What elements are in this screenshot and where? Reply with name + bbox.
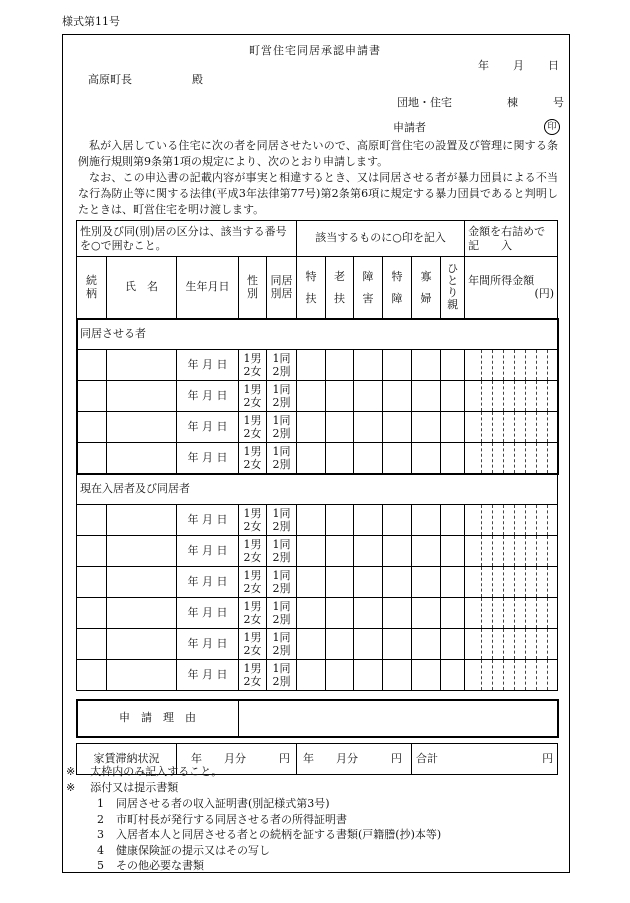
digit-separator — [525, 381, 526, 411]
digit-separator — [547, 381, 548, 411]
flag-check-cell[interactable] — [297, 598, 326, 629]
sex-cell[interactable]: 1男 2女 — [239, 598, 267, 629]
digit-separator — [536, 629, 537, 659]
cohabitation-cell[interactable]: 1同 2別 — [267, 567, 297, 598]
attachment-item: 2 市町村長が発行する同居させる者の所得証明書 — [97, 812, 347, 826]
flag-check-cell[interactable] — [441, 660, 465, 691]
col-flag-special-disability: 特障 — [383, 257, 412, 319]
digit-separator — [514, 567, 515, 597]
digit-separator — [536, 660, 537, 690]
cohabitation-cell[interactable]: 1同 2別 — [267, 660, 297, 691]
table-row — [77, 629, 558, 660]
digit-separator — [547, 505, 548, 535]
flag-check-cell[interactable] — [326, 536, 354, 567]
spacer-row — [77, 737, 558, 744]
digit-separator — [536, 412, 537, 442]
digit-separator — [503, 443, 504, 473]
section-current-residents: 現在入居者及び同居者 — [77, 474, 558, 505]
flag-check-cell[interactable] — [441, 381, 465, 412]
reason-input[interactable] — [239, 700, 558, 737]
birthdate-cell[interactable]: 年 月 日 — [177, 629, 239, 660]
building-label: 棟 — [507, 96, 518, 109]
relation-cell[interactable] — [77, 536, 107, 567]
relation-cell[interactable] — [77, 629, 107, 660]
digit-separator — [481, 505, 482, 535]
digit-separator — [492, 536, 493, 566]
digit-separator — [547, 598, 548, 628]
digit-separator — [492, 629, 493, 659]
flag-check-cell[interactable] — [354, 350, 383, 381]
flag-check-cell[interactable] — [441, 412, 465, 443]
note-1: ※ 太枠内のみ記入すること。 — [66, 765, 223, 778]
name-cell[interactable] — [107, 381, 177, 412]
col-sex: 性別 — [239, 257, 267, 319]
col-flag-widow: 寡婦 — [412, 257, 441, 319]
income-amount-cell[interactable] — [465, 536, 558, 567]
digit-separator — [525, 443, 526, 473]
body-paragraph-1: 私が入居している住宅に次の者を同居させたいので、高原町営住宅の設置及び管理に関する条例施行規則第9条第1項の規定により、次のとおり申請します。 — [78, 139, 558, 168]
sex-cell[interactable]: 1男 2女 — [239, 350, 267, 381]
digit-separator — [536, 443, 537, 473]
arrears-period-2[interactable]: 年 月分 円 — [297, 744, 412, 775]
flag-check-cell[interactable] — [297, 350, 326, 381]
digit-separator — [481, 412, 482, 442]
col-name: 氏 名 — [107, 257, 177, 319]
table-row — [77, 412, 558, 443]
birthdate-cell[interactable]: 年 月 日 — [177, 505, 239, 536]
table-row — [77, 350, 558, 381]
header-check-instruction: 該当するものに○印を記入 — [297, 221, 465, 257]
flag-check-cell[interactable] — [383, 381, 412, 412]
flag-check-cell[interactable] — [412, 660, 441, 691]
income-amount-cell[interactable] — [465, 381, 558, 412]
flag-check-cell[interactable] — [326, 505, 354, 536]
flag-check-cell[interactable] — [441, 443, 465, 474]
flag-check-cell[interactable] — [354, 505, 383, 536]
digit-separator — [503, 660, 504, 690]
name-cell[interactable] — [107, 443, 177, 474]
flag-check-cell[interactable] — [412, 381, 441, 412]
name-cell[interactable] — [107, 660, 177, 691]
flag-check-cell[interactable] — [383, 412, 412, 443]
section-cohabitants: 同居させる者 — [77, 319, 558, 350]
flag-check-cell[interactable] — [441, 536, 465, 567]
flag-check-cell[interactable] — [326, 412, 354, 443]
income-amount-cell[interactable] — [465, 443, 558, 474]
flag-check-cell[interactable] — [297, 412, 326, 443]
sex-cell[interactable]: 1男 2女 — [239, 505, 267, 536]
digit-separator — [525, 660, 526, 690]
reason-row — [77, 700, 558, 737]
relation-cell[interactable] — [77, 412, 107, 443]
relation-cell[interactable] — [77, 567, 107, 598]
cohabitation-cell[interactable]: 1同 2別 — [267, 350, 297, 381]
sex-cell[interactable]: 1男 2女 — [239, 412, 267, 443]
digit-separator — [514, 412, 515, 442]
digit-separator — [536, 350, 537, 380]
flag-check-cell[interactable] — [354, 412, 383, 443]
table-row — [77, 567, 558, 598]
flag-check-cell[interactable] — [326, 660, 354, 691]
digit-separator — [481, 629, 482, 659]
digit-separator — [525, 598, 526, 628]
flag-check-cell[interactable] — [354, 567, 383, 598]
col-flag-roufu: 老扶 — [326, 257, 354, 319]
addressee-honorific: 殿 — [192, 73, 203, 86]
flag-check-cell[interactable] — [326, 381, 354, 412]
flag-check-cell[interactable] — [326, 443, 354, 474]
table-row — [77, 381, 558, 412]
flag-check-cell[interactable] — [383, 443, 412, 474]
name-cell[interactable] — [107, 350, 177, 381]
arrears-period-1[interactable]: 年 月分 円 — [177, 744, 297, 775]
flag-check-cell[interactable] — [412, 505, 441, 536]
housing-estate-label: 団地・住宅 — [397, 96, 452, 109]
flag-check-cell[interactable] — [297, 381, 326, 412]
cohabitation-cell[interactable]: 1同 2別 — [267, 598, 297, 629]
digit-separator — [547, 350, 548, 380]
income-amount-cell[interactable] — [465, 660, 558, 691]
application-table — [76, 220, 558, 775]
flag-check-cell[interactable] — [383, 629, 412, 660]
table-row — [77, 505, 558, 536]
digit-separator — [547, 660, 548, 690]
flag-check-cell[interactable] — [354, 381, 383, 412]
table-row — [77, 660, 558, 691]
flag-check-cell[interactable] — [412, 629, 441, 660]
birthdate-cell[interactable]: 年 月 日 — [177, 381, 239, 412]
applicant-label: 申請者 — [393, 121, 426, 134]
digit-separator — [503, 598, 504, 628]
digit-separator — [514, 660, 515, 690]
digit-separator — [525, 350, 526, 380]
digit-separator — [525, 629, 526, 659]
birthdate-cell[interactable]: 年 月 日 — [177, 598, 239, 629]
flag-check-cell[interactable] — [383, 598, 412, 629]
col-cohabitation: 同居別居 — [267, 257, 297, 319]
date-day-label: 日 — [548, 59, 559, 72]
relation-cell[interactable] — [77, 598, 107, 629]
digit-separator — [492, 505, 493, 535]
digit-separator — [547, 412, 548, 442]
digit-separator — [536, 536, 537, 566]
digit-separator — [547, 629, 548, 659]
col-birthdate: 生年月日 — [177, 257, 239, 319]
arrears-label: 家賃滞納状況 — [77, 744, 177, 775]
relation-cell[interactable] — [77, 443, 107, 474]
flag-check-cell[interactable] — [297, 536, 326, 567]
flag-check-cell[interactable] — [354, 598, 383, 629]
cohabitation-cell[interactable]: 1同 2別 — [267, 629, 297, 660]
name-cell[interactable] — [107, 598, 177, 629]
addressee-name: 高原町長 — [88, 73, 132, 86]
income-amount-cell[interactable] — [465, 598, 558, 629]
flag-check-cell[interactable] — [326, 350, 354, 381]
flag-check-cell[interactable] — [412, 443, 441, 474]
digit-separator — [525, 412, 526, 442]
flag-check-cell[interactable] — [297, 443, 326, 474]
digit-separator — [503, 381, 504, 411]
digit-separator — [492, 350, 493, 380]
name-cell[interactable] — [107, 505, 177, 536]
header-instruction: 性別及び同(別)居の区分は、該当する番号を○で囲むこと。 — [77, 221, 297, 257]
birthdate-cell[interactable]: 年 月 日 — [177, 412, 239, 443]
digit-separator — [492, 598, 493, 628]
digit-separator — [536, 567, 537, 597]
flag-check-cell[interactable] — [383, 350, 412, 381]
flag-check-cell[interactable] — [354, 536, 383, 567]
birthdate-cell[interactable]: 年 月 日 — [177, 443, 239, 474]
flag-check-cell[interactable] — [441, 567, 465, 598]
flag-check-cell[interactable] — [441, 505, 465, 536]
digit-separator — [481, 660, 482, 690]
date-month-label: 月 — [513, 59, 524, 72]
flag-check-cell[interactable] — [297, 629, 326, 660]
income-amount-cell[interactable] — [465, 350, 558, 381]
form-number: 様式第11号 — [62, 15, 120, 28]
flag-check-cell[interactable] — [441, 629, 465, 660]
flag-check-cell[interactable] — [412, 350, 441, 381]
income-amount-cell[interactable] — [465, 505, 558, 536]
digit-separator — [514, 350, 515, 380]
col-annual-income: 年間所得金額 (円) — [465, 257, 558, 319]
digit-separator — [514, 443, 515, 473]
digit-separator — [547, 443, 548, 473]
flag-check-cell[interactable] — [354, 629, 383, 660]
birthdate-cell[interactable]: 年 月 日 — [177, 350, 239, 381]
digit-separator — [492, 412, 493, 442]
digit-separator — [492, 567, 493, 597]
col-relation: 続柄 — [77, 257, 107, 319]
digit-separator — [514, 598, 515, 628]
birthdate-cell[interactable]: 年 月 日 — [177, 536, 239, 567]
flag-check-cell[interactable] — [412, 598, 441, 629]
digit-separator — [525, 567, 526, 597]
flag-check-cell[interactable] — [297, 567, 326, 598]
flag-check-cell[interactable] — [412, 567, 441, 598]
flag-check-cell[interactable] — [297, 660, 326, 691]
seal-mark: 印 — [544, 119, 560, 135]
digit-separator — [503, 567, 504, 597]
table-row — [77, 598, 558, 629]
digit-separator — [514, 629, 515, 659]
digit-separator — [514, 536, 515, 566]
flag-check-cell[interactable] — [354, 443, 383, 474]
digit-separator — [481, 598, 482, 628]
digit-separator — [481, 443, 482, 473]
attachment-item: 4 健康保険証の提示又はその写し — [97, 843, 270, 857]
birthdate-cell[interactable]: 年 月 日 — [177, 567, 239, 598]
digit-separator — [503, 350, 504, 380]
attachment-item: 1 同居させる者の収入証明書(別記様式第3号) — [97, 797, 330, 810]
relation-cell[interactable] — [77, 505, 107, 536]
relation-cell[interactable] — [77, 660, 107, 691]
section-cohabitants-row — [77, 319, 558, 350]
sex-cell[interactable]: 1男 2女 — [239, 629, 267, 660]
digit-separator — [481, 381, 482, 411]
digit-separator — [536, 598, 537, 628]
digit-separator — [492, 660, 493, 690]
form-title: 町営住宅同居承認申請書 — [249, 44, 381, 57]
date-year-label: 年 — [478, 59, 489, 72]
section-current-residents-row — [77, 474, 558, 505]
flag-check-cell[interactable] — [383, 567, 412, 598]
digit-separator — [481, 350, 482, 380]
name-cell[interactable] — [107, 412, 177, 443]
header-amount-instruction: 金額を右詰めで記 入 — [465, 221, 558, 257]
digit-separator — [536, 381, 537, 411]
relation-cell[interactable] — [77, 381, 107, 412]
income-amount-cell[interactable] — [465, 567, 558, 598]
name-cell[interactable] — [107, 629, 177, 660]
digit-separator — [525, 536, 526, 566]
name-cell[interactable] — [107, 567, 177, 598]
flag-check-cell[interactable] — [441, 350, 465, 381]
sex-cell[interactable]: 1男 2女 — [239, 443, 267, 474]
name-cell[interactable] — [107, 536, 177, 567]
sex-cell[interactable]: 1男 2女 — [239, 567, 267, 598]
sex-cell[interactable]: 1男 2女 — [239, 660, 267, 691]
digit-separator — [503, 536, 504, 566]
attachment-item: 3 入居者本人と同居させる者との続柄を証する書類(戸籍謄(抄)本等) — [97, 828, 442, 841]
reason-label: 申 請 理 由 — [77, 700, 239, 737]
digit-separator — [547, 536, 548, 566]
digit-separator — [514, 505, 515, 535]
digit-separator — [536, 505, 537, 535]
digit-separator — [525, 505, 526, 535]
digit-separator — [503, 505, 504, 535]
relation-cell[interactable] — [77, 350, 107, 381]
room-label: 号 — [553, 96, 564, 109]
digit-separator — [503, 629, 504, 659]
col-flag-single-parent: ひとり親 — [441, 257, 465, 319]
flag-check-cell[interactable] — [441, 598, 465, 629]
flag-check-cell[interactable] — [326, 629, 354, 660]
col-flag-tokufu: 特扶 — [297, 257, 326, 319]
flag-check-cell[interactable] — [383, 660, 412, 691]
digit-separator — [481, 536, 482, 566]
flag-check-cell[interactable] — [354, 660, 383, 691]
income-amount-cell[interactable] — [465, 629, 558, 660]
digit-separator — [492, 381, 493, 411]
flag-check-cell[interactable] — [412, 536, 441, 567]
digit-separator — [547, 567, 548, 597]
flag-check-cell[interactable] — [297, 505, 326, 536]
attachment-item: 5 その他必要な書類 — [97, 859, 204, 872]
flag-check-cell[interactable] — [383, 505, 412, 536]
flag-check-cell[interactable] — [412, 412, 441, 443]
flag-check-cell[interactable] — [326, 567, 354, 598]
body-paragraph-2: なお、この申込書の記載内容が事実と相違するとき、又は同居させる者が暴力団員による不当な行為防止等に関する法律(平成3年法律第77号)第2条第6項に規定する暴力団員であると判明したときは、町営住宅を明け渡します。 — [78, 171, 558, 216]
digit-separator — [514, 381, 515, 411]
digit-separator — [481, 567, 482, 597]
birthdate-cell[interactable]: 年 月 日 — [177, 660, 239, 691]
sex-cell[interactable]: 1男 2女 — [239, 536, 267, 567]
arrears-total[interactable]: 合計 円 — [412, 744, 558, 775]
sex-cell[interactable]: 1男 2女 — [239, 381, 267, 412]
col-flag-disability: 障害 — [354, 257, 383, 319]
spacer-row — [77, 691, 558, 700]
flag-check-cell[interactable] — [383, 536, 412, 567]
digit-separator — [503, 412, 504, 442]
cohabitation-cell[interactable]: 1同 2別 — [267, 381, 297, 412]
flag-check-cell[interactable] — [326, 598, 354, 629]
cohabitation-cell[interactable]: 1同 2別 — [267, 536, 297, 567]
digit-separator — [492, 443, 493, 473]
income-amount-cell[interactable] — [465, 412, 558, 443]
table-row — [77, 536, 558, 567]
table-row — [77, 443, 558, 474]
cohabitation-cell[interactable]: 1同 2別 — [267, 412, 297, 443]
cohabitation-cell[interactable]: 1同 2別 — [267, 443, 297, 474]
note-2: ※ 添付又は提示書類 — [66, 781, 179, 794]
cohabitation-cell[interactable]: 1同 2別 — [267, 505, 297, 536]
